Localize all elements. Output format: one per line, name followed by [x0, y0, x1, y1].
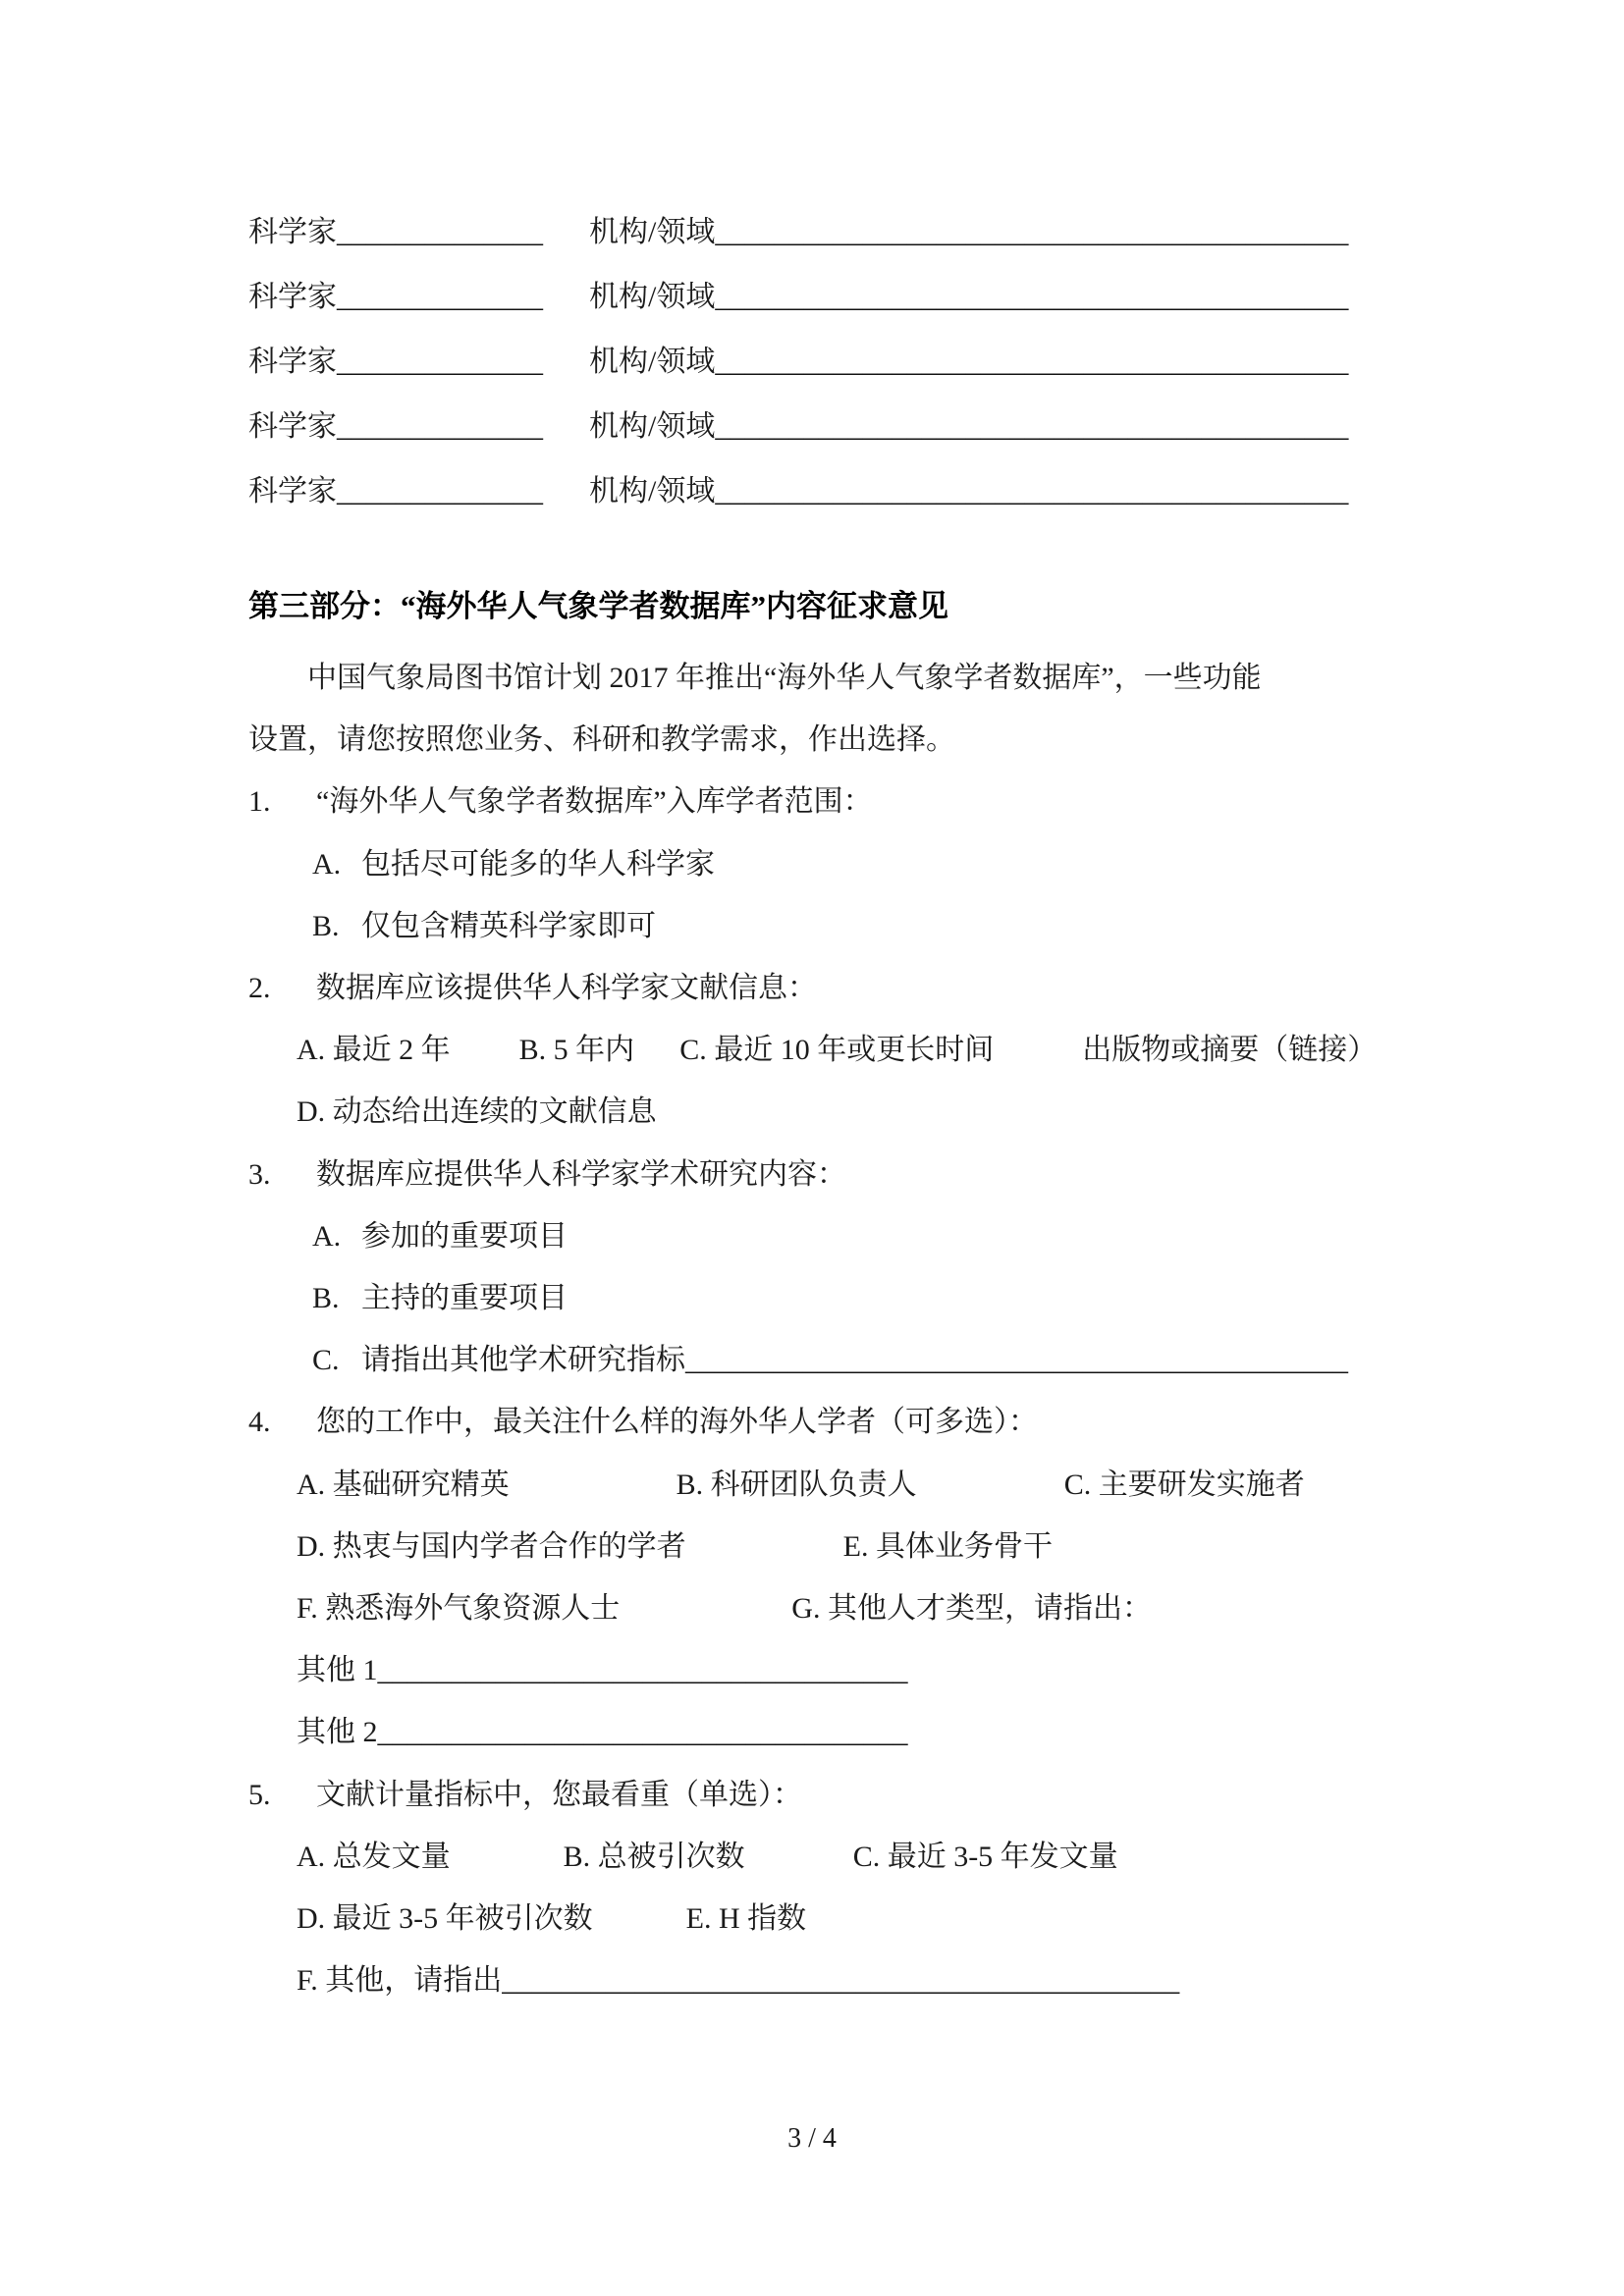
scientist-label: 科学家 — [248, 216, 337, 248]
scientist-blank-line: ______________ — [337, 281, 543, 313]
scientist-label: 科学家 — [248, 475, 337, 507]
option-letter: B. — [312, 909, 340, 942]
question-2-number: 2. — [248, 972, 271, 1005]
question-1-option-b — [248, 895, 1476, 957]
option-f: F. 熟悉海外气象资源人士 — [297, 1592, 621, 1626]
scientist-fill-in-list — [248, 0, 1476, 524]
question-5 — [248, 1764, 1476, 1826]
option-c: C. 最近 3-5 年发文量 — [852, 1840, 1118, 1873]
option-a: A. 最近 2 年 — [297, 1034, 451, 1067]
question-2-option-d: D. 动态给出连续的文献信息 — [297, 1095, 657, 1129]
option-text: 参加的重要项目 — [361, 1219, 568, 1253]
fill-row — [248, 200, 1476, 265]
option-e: E. 具体业务骨干 — [842, 1529, 1053, 1563]
question-3-option-c — [248, 1329, 1476, 1391]
org-field-label: 机构/领域 — [589, 410, 716, 443]
question-3-option-b — [248, 1267, 1476, 1329]
question-2-options-row-1 — [248, 1019, 1476, 1081]
org-field-label: 机构/领域 — [589, 281, 716, 313]
org-blank-line: ___________________________________________ — [715, 410, 1349, 443]
option-d: D. 热衷与国内学者合作的学者 — [297, 1529, 686, 1563]
option-text: 包括尽可能多的华人科学家 — [361, 847, 715, 881]
scientist-blank-line: ______________ — [337, 346, 543, 378]
question-4 — [248, 1391, 1476, 1453]
option-c: C. 最近 10 年或更长时间 — [679, 1034, 995, 1067]
question-1 — [248, 771, 1476, 832]
question-4-other-2 — [248, 1701, 1476, 1763]
option-text: 仅包含精英科学家即可 — [361, 909, 656, 942]
question-4-options-row-2 — [248, 1516, 1476, 1577]
option-c: C. 主要研发实施者 — [1063, 1468, 1305, 1501]
question-2-text: 数据库应该提供华人科学家文献信息： — [316, 972, 817, 1005]
option-letter: A. — [312, 1219, 342, 1253]
option-d: D. 最近 3-5 年被引次数 — [297, 1902, 593, 1936]
option-letter: C. — [312, 1344, 340, 1377]
option-text: 请指出其他学术研究指标 — [361, 1344, 685, 1377]
org-blank-line: ___________________________________________ — [715, 346, 1349, 378]
page-number: 3 / 4 — [787, 2123, 837, 2154]
section-body — [248, 647, 1476, 2011]
option-e: E. H 指数 — [685, 1902, 807, 1936]
scientist-blank-line: ______________ — [337, 410, 543, 443]
fill-row — [248, 330, 1476, 395]
scientist-label: 科学家 — [248, 281, 337, 313]
section-heading: 第三部分：“海外华人气象学者数据库”内容征求意见 — [248, 589, 948, 623]
question-4-number: 4. — [248, 1406, 271, 1439]
question-3-number: 3. — [248, 1157, 271, 1191]
question-3-option-a — [248, 1205, 1476, 1267]
other-1-label: 其他 1 — [297, 1654, 378, 1687]
question-1-option-a — [248, 833, 1476, 895]
option-g: G. 其他人才类型，请指出： — [791, 1592, 1152, 1626]
scientist-label: 科学家 — [248, 346, 337, 378]
option-note: 出版物或摘要（链接） — [1082, 1034, 1378, 1067]
option-b: B. 科研团队负责人 — [676, 1468, 917, 1501]
org-field-label: 机构/领域 — [589, 346, 716, 378]
org-field-label: 机构/领域 — [589, 475, 716, 507]
scientist-blank-line: ______________ — [337, 475, 543, 507]
question-2 — [248, 957, 1476, 1019]
intro-paragraph-line-2: 设置，请您按照您业务、科研和教学需求，作出选择。 — [248, 723, 955, 757]
question-3-text: 数据库应提供华人科学家学术研究内容： — [316, 1157, 846, 1191]
option-letter: A. — [312, 847, 342, 881]
question-1-number: 1. — [248, 785, 271, 819]
question-5-options-row-1 — [248, 1826, 1476, 1888]
option-a: A. 基础研究精英 — [297, 1468, 510, 1501]
option-letter: B. — [312, 1282, 340, 1315]
option-text: 主持的重要项目 — [361, 1282, 568, 1315]
page-content — [248, 0, 1476, 2011]
org-blank-line: ___________________________________________ — [715, 281, 1349, 313]
question-5-options-row-2 — [248, 1888, 1476, 1949]
question-4-options-row-3 — [248, 1577, 1476, 1639]
question-3 — [248, 1144, 1476, 1205]
question-5-text: 文献计量指标中，您最看重（单选）： — [316, 1778, 802, 1811]
option-a: A. 总发文量 — [297, 1840, 451, 1873]
option-f-blank-line: ______________________________________________ — [502, 1964, 1180, 1998]
scientist-blank-line: ______________ — [337, 216, 543, 248]
other-2-blank-line: ____________________________________ — [377, 1716, 908, 1749]
option-text: F. 其他，请指出 — [297, 1964, 503, 1998]
question-5-number: 5. — [248, 1778, 271, 1811]
scientist-label: 科学家 — [248, 410, 337, 443]
option-b: B. 5 年内 — [518, 1034, 635, 1067]
fill-row — [248, 265, 1476, 330]
other-2-label: 其他 2 — [297, 1716, 378, 1749]
option-c-blank-line: _____________________________________________ — [685, 1344, 1348, 1377]
option-b: B. 总被引次数 — [563, 1840, 745, 1873]
org-blank-line: ___________________________________________ — [715, 475, 1349, 507]
question-4-text: 您的工作中，最关注什么样的海外华人学者（可多选）： — [316, 1406, 1038, 1439]
org-field-label: 机构/领域 — [589, 216, 716, 248]
fill-row — [248, 459, 1476, 524]
question-1-text: “海外华人气象学者数据库”入库学者范围： — [316, 785, 873, 819]
fill-row — [248, 395, 1476, 459]
intro-paragraph-line-1: 中国气象局图书馆计划 2017 年推出“海外华人气象学者数据库”，一些功能 — [307, 662, 1262, 694]
question-5-option-f — [248, 1949, 1476, 2011]
question-4-options-row-1 — [248, 1454, 1476, 1516]
org-blank-line: ___________________________________________ — [715, 216, 1349, 248]
question-4-other-1 — [248, 1639, 1476, 1701]
other-1-blank-line: ____________________________________ — [377, 1654, 908, 1687]
